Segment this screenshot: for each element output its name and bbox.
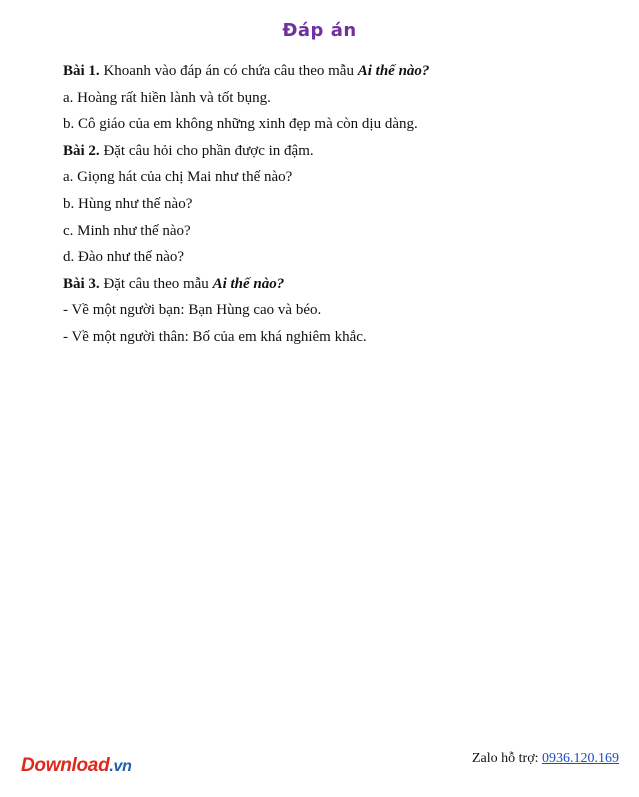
answer-line: b. Hùng như thế nào? <box>63 195 193 212</box>
logo-main-text: Download <box>21 755 110 776</box>
exercise-label: Bài 1. <box>63 63 100 79</box>
exercise-2-heading <box>63 138 623 165</box>
support-contact <box>472 751 619 767</box>
exercise-1-heading <box>63 58 623 85</box>
answer-line: d. Đào như thế nào? <box>63 249 185 266</box>
exercise-prompt: Khoanh vào đáp án có chứa câu theo mẫu <box>103 63 354 79</box>
answer-line: a. Giọng hát của chị Mai như thế nào? <box>63 169 293 186</box>
exercise-prompt: Đặt câu theo mẫu <box>103 275 209 292</box>
exercise-pattern: Ai thế nào? <box>212 275 285 292</box>
exercise-prompt: Đặt câu hỏi cho phần được in đậm. <box>103 142 314 159</box>
exercise-label: Bài 2. <box>63 142 100 159</box>
exercise-pattern: Ai thế nào? <box>357 63 430 79</box>
download-logo[interactable] <box>21 755 132 777</box>
answer-content <box>63 58 623 351</box>
answer-line: c. Minh như thế nào? <box>63 222 191 239</box>
logo-domain-text: .vn <box>109 758 132 775</box>
support-label: Zalo hỗ trợ: <box>472 751 539 766</box>
exercise-3-heading <box>63 271 623 298</box>
answer-line: - Về một người thân: Bố của em khá nghiêm khắc. <box>63 328 367 345</box>
answer-line: b. Cô giáo của em không những xinh đẹp mà còn dịu dàng. <box>63 116 418 133</box>
answer-line: - Về một người bạn: Bạn Hùng cao và béo. <box>63 302 322 319</box>
page-title: Đáp án <box>282 20 357 41</box>
support-phone-link[interactable]: 0936.120.169 <box>542 751 619 766</box>
exercise-label: Bài 3. <box>63 275 100 292</box>
answer-line: a. Hoàng rất hiền lành và tốt bụng. <box>63 89 271 106</box>
